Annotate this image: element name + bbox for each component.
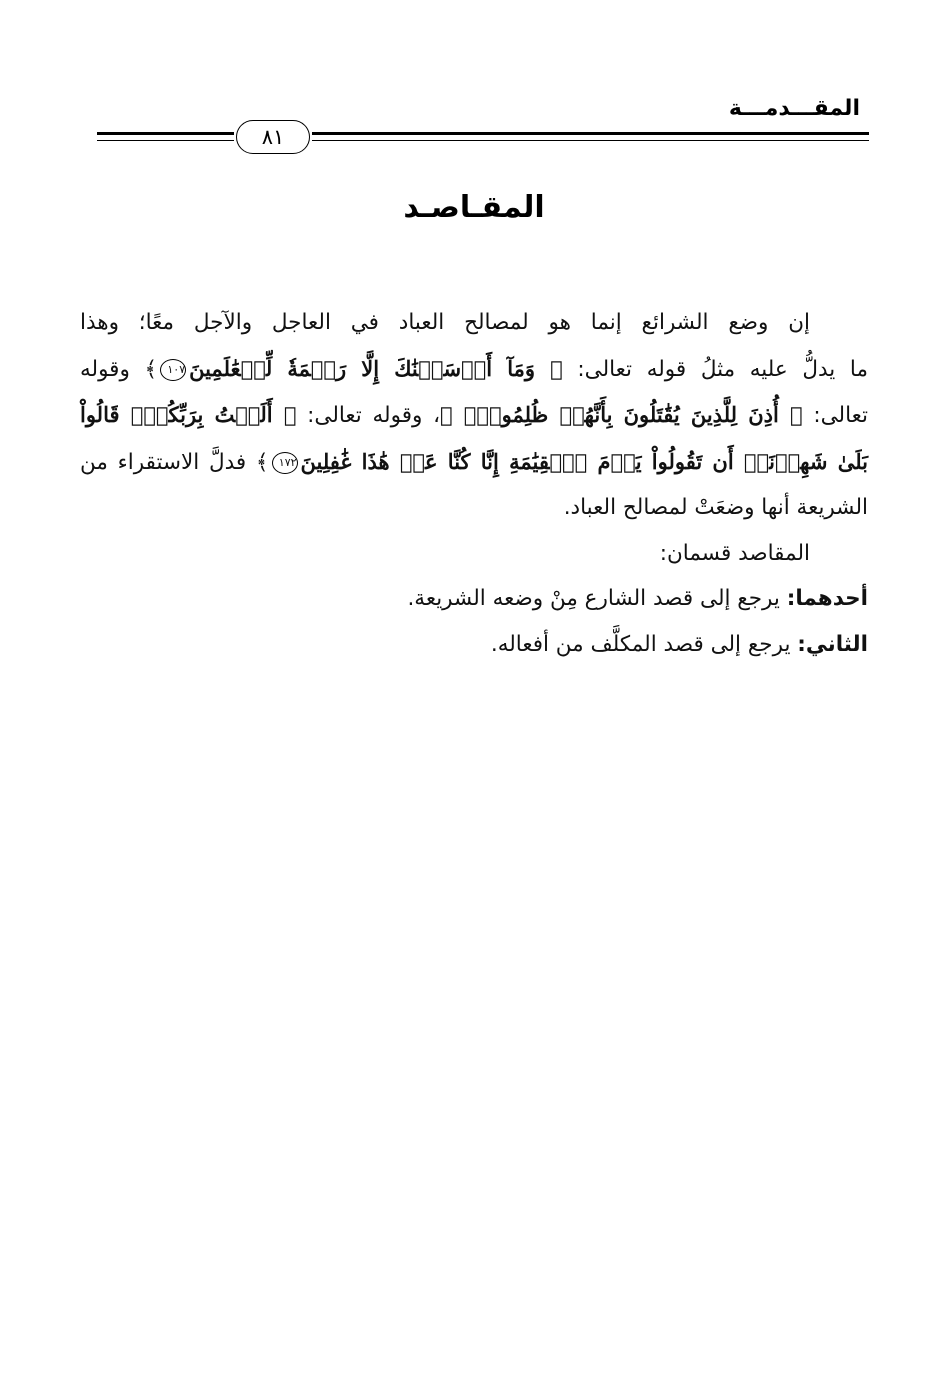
text-run: ﴾ وقوله [80, 356, 158, 382]
list-item-lead: أحدهما: [786, 586, 868, 611]
header-rule-right-bottom [312, 140, 869, 141]
header-rule-left-bottom [97, 140, 234, 141]
text-run: الشريعة أنها وضعَتْ لمصالح العباد. [563, 495, 868, 520]
list-item-1 [80, 576, 868, 622]
header-rule-left-top [97, 132, 234, 135]
paragraph-1-line-5 [80, 485, 868, 531]
ayah-number-marker: ١٠٧ [160, 359, 186, 381]
text-run: تعالى: [813, 403, 868, 428]
paragraph-2 [80, 531, 868, 577]
list-item-2 [80, 622, 868, 668]
paragraph-1-line-2 [80, 346, 868, 393]
list-item-text: يرجع إلى قصد المكلَّف من أفعاله. [490, 631, 798, 657]
ayah-number-marker: ١٧٢ [272, 452, 298, 474]
page-number-frame [236, 120, 310, 154]
running-header-title: المقـــدمـــة [728, 96, 860, 121]
paragraph-1-line-1 [80, 300, 868, 346]
paragraph-1-line-3 [80, 392, 868, 439]
quran-verse: بَلَىٰ شَهِدۡنَآۚ أَن تَقُولُواْ يَوۡمَ ٱلۡقِيَٰمَةِ إِنَّا كُنَّا عَنۡ هَٰذَا غَٰفِلِينَ [300, 448, 869, 474]
quran-verse: ﴿ وَمَآ أَرۡسَلۡنَٰكَ إِلَّا رَحۡمَةٗ لِّلۡعَٰلَمِينَ [189, 355, 563, 381]
text-run: المقاصد قسمان: [659, 540, 810, 566]
text-run: إن وضع الشرائع إنما هو لمصالح العباد في العاجل والآجل معًا؛ وهذا [80, 310, 810, 335]
list-item-text: يرجع إلى قصد الشارع مِنْ وضعه الشريعة. [407, 586, 787, 611]
header-rule-right-top [312, 132, 869, 135]
list-item-lead: الثاني: [797, 631, 868, 657]
quran-verse: ﴿ أُذِنَ لِلَّذِينَ يُقَٰتَلُونَ بِأَنَّهُمۡ ظُلِمُواْۚ ﴾ [440, 402, 803, 427]
paragraph-1-line-4 [80, 439, 868, 486]
page-number: ٨١ [261, 125, 285, 149]
quran-verse: ﴿ أَلَسۡتُ بِرَبِّكُمۡۖ قَالُواْ [80, 402, 297, 427]
body-text [80, 300, 868, 667]
text-run: ﴾ فدلَّ الاستقراء من [80, 449, 269, 475]
section-title: المقـاصـد [403, 190, 545, 225]
text-run: ما يدلُّ عليه مثلُ قوله تعالى: [577, 356, 868, 382]
text-run: ، وقوله تعالى: [307, 403, 441, 428]
